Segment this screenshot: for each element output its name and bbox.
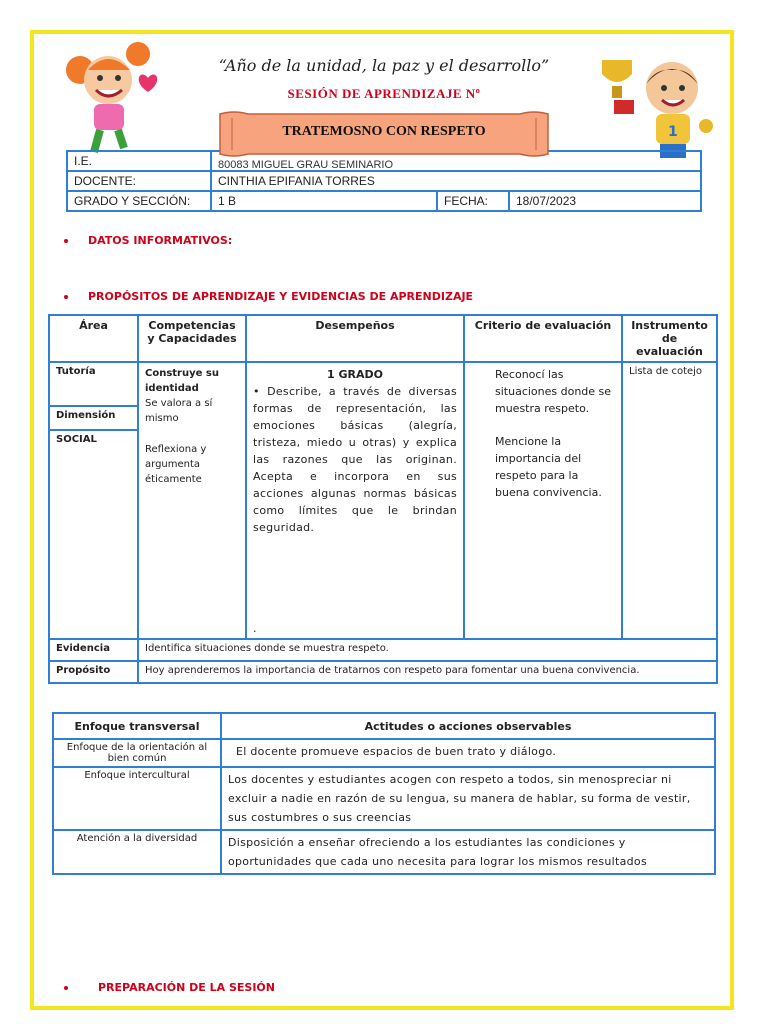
section-propositos-label: PROPÓSITOS DE APRENDIZAJE Y EVIDENCIAS DE APRENDIZAJE	[88, 290, 474, 303]
bullet-dot	[64, 295, 68, 299]
enfoque-action: Los docentes y estudiantes acogen con respeto a todos, sin menospreciar ni excluir a nadie en razón de su lengua, su manera de hablar, su forma de vestir, sus costumbres o sus creencias	[221, 767, 715, 830]
banner-title: TRATEMOSNO CON RESPETO	[282, 124, 486, 139]
grado-heading: 1 GRADO	[327, 368, 383, 381]
dimension-value: SOCIAL	[56, 434, 97, 445]
criterio-1: Reconocí las situaciones donde se muestra respeto.	[495, 368, 612, 415]
section-datos	[64, 234, 232, 247]
area-cell	[49, 362, 138, 639]
table-row	[67, 171, 701, 191]
table-row	[49, 661, 717, 683]
section-preparacion-label: PREPARACIÓN DE LA SESIÓN	[98, 981, 275, 994]
header-area: Área	[49, 315, 138, 362]
ie-value: 80083 MIGUEL GRAU SEMINARIO	[211, 151, 701, 171]
grado-value: 1 B	[211, 191, 437, 211]
instrumento-cell: Lista de cotejo	[622, 362, 717, 639]
capacidad-2: Reflexiona y argumenta éticamente	[145, 444, 207, 485]
bullet-dot	[64, 986, 68, 990]
enfoque-name: Atención a la diversidad	[53, 830, 221, 874]
dimension-label: Dimensión	[50, 407, 137, 431]
evidencia-value: Identifica situaciones donde se muestra respeto.	[138, 639, 717, 661]
enfoque-name: Enfoque de la orientación al bien común	[53, 739, 221, 767]
enfoque-table	[52, 712, 716, 875]
grado-label: GRADO Y SECCIÓN:	[67, 191, 211, 211]
criterio-cell	[464, 362, 622, 639]
session-title: SESIÓN DE APRENDIZAJE Nº	[287, 86, 481, 101]
section-propositos	[64, 290, 473, 303]
table-row	[53, 739, 715, 767]
bullet-dot	[64, 239, 68, 243]
capacidad-1: Se valora a sí mismo	[145, 398, 213, 424]
table-row	[49, 362, 717, 639]
table-row	[49, 639, 717, 661]
fecha-label: FECHA:	[437, 191, 509, 211]
desempeno-dot: .	[253, 622, 257, 635]
table-row	[53, 767, 715, 830]
year-motto: “Año de la unidad, la paz y el desarrollo”	[218, 56, 550, 75]
header-criterio: Criterio de evaluación	[464, 315, 622, 362]
enfoque-action: Disposición a enseñar ofreciendo a los estudiantes las condiciones y oportunidades que cada uno necesita para lograr los mismos resultados	[221, 830, 715, 874]
svg-text:1: 1	[668, 124, 678, 140]
header-instrumento: Instrumento de evaluación	[622, 315, 717, 362]
table-row	[53, 830, 715, 874]
desempeno-text: • Describe, a través de diversas formas de representación, las emociones básicas (alegría, tristeza, miedo u otras) y explica las razones que las originan. Acepta e incorpora en sus acciones algunas normas básicas como límites que le brindan seguridad.	[253, 385, 457, 534]
table-header-row	[49, 315, 717, 362]
header-enfoque: Enfoque transversal	[53, 713, 221, 739]
fecha-value: 18/07/2023	[509, 191, 701, 211]
propositos-table	[48, 314, 718, 684]
docente-label: DOCENTE:	[67, 171, 211, 191]
header-actitudes: Actitudes o acciones observables	[221, 713, 715, 739]
proposito-value: Hoy aprenderemos la importancia de tratarnos con respeto para fomentar una buena convivencia.	[138, 661, 717, 683]
proposito-label: Propósito	[49, 661, 138, 683]
ie-label: I.E.	[67, 151, 211, 171]
competencia-title: Construye su identidad	[145, 368, 219, 394]
header-competencias: Competencias y Capacidades	[138, 315, 246, 362]
desempenos-cell	[246, 362, 464, 639]
section-datos-label: DATOS INFORMATIVOS:	[88, 234, 233, 247]
table-header-row	[53, 713, 715, 739]
docente-value: CINTHIA EPIFANIA TORRES	[211, 171, 701, 191]
enfoque-name: Enfoque intercultural	[53, 767, 221, 830]
section-preparacion	[64, 981, 275, 994]
competencias-cell	[138, 362, 246, 639]
criterio-2: Mencione la importancia del respeto para la buena convivencia.	[495, 435, 602, 499]
header-desempenos: Desempeños	[246, 315, 464, 362]
evidencia-label: Evidencia	[49, 639, 138, 661]
enfoque-action: El docente promueve espacios de buen trato y diálogo.	[221, 739, 715, 767]
table-row	[67, 191, 701, 211]
area-value: Tutoría	[50, 363, 137, 407]
